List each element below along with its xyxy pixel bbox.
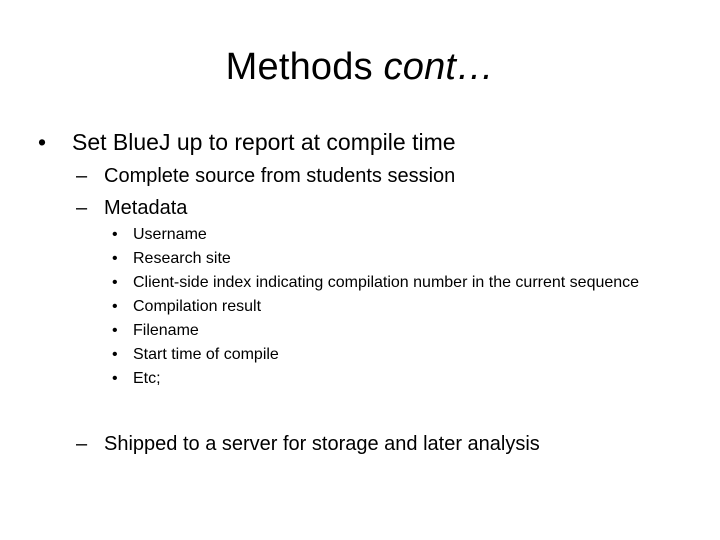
bullet-text: Set BlueJ up to report at compile time (72, 129, 456, 155)
dash-icon: – (76, 433, 88, 455)
list-item (112, 319, 672, 343)
list-item-text: Client-side index indicating compilation number in the current sequence (133, 274, 640, 291)
bullet-icon: • (112, 250, 118, 267)
sub-bullet-text: Metadata (104, 197, 188, 219)
list-item (112, 295, 672, 319)
list-item-text: Start time of compile (133, 346, 279, 363)
list-item (112, 367, 672, 391)
sub-bullet-metadata (76, 194, 187, 222)
title-text: Methods (225, 46, 384, 88)
sub-bullet-shipped (76, 430, 540, 458)
bullet-icon: • (38, 129, 47, 155)
dash-icon: – (76, 165, 88, 187)
list-item-text: Research site (133, 250, 231, 267)
bullet-icon: • (112, 346, 118, 363)
list-item (112, 223, 672, 247)
metadata-list (112, 223, 672, 391)
list-item (112, 343, 672, 367)
list-item (112, 247, 672, 271)
list-item-text: Filename (133, 322, 199, 339)
list-item-text: Compilation result (133, 298, 262, 315)
title-italic-text: cont… (383, 46, 495, 88)
bullet-icon: • (112, 274, 118, 291)
list-item-text: Username (133, 226, 207, 243)
sub-bullet-text: Complete source from students session (104, 165, 456, 187)
bullet-icon: • (112, 322, 118, 339)
slide-title (0, 44, 720, 90)
sub-bullet-text: Shipped to a server for storage and later analysis (104, 433, 540, 455)
bullet-icon: • (112, 298, 118, 315)
list-item-text: Etc; (133, 370, 161, 387)
bullet-level1 (38, 127, 456, 157)
dash-icon: – (76, 197, 88, 219)
list-item (112, 271, 672, 295)
sub-bullet-complete-source (76, 162, 455, 190)
bullet-icon: • (112, 370, 118, 387)
bullet-icon: • (112, 226, 118, 243)
